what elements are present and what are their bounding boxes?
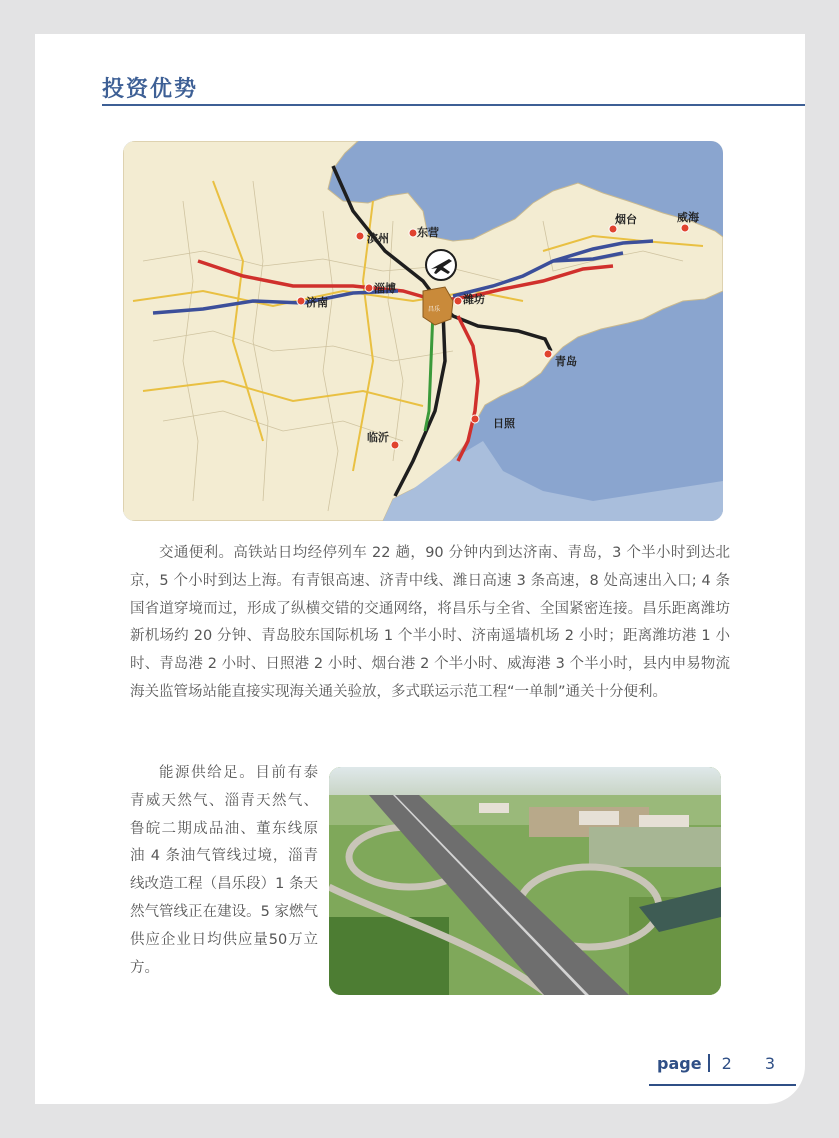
page-title: 投资优势 — [102, 77, 199, 102]
energy-paragraph: 能源供给足。目前有泰青威天然气、淄青天然气、鲁皖二期成品油、董东线原油 4 条油气管线过境，淄青线改造工程（昌乐段）1 条天然气管线正在建设。5 家燃气供应企业日均供应量50万立方。 — [130, 765, 318, 976]
highway-interchange-photo — [329, 767, 721, 995]
marker-weihai — [681, 224, 689, 232]
page-number — [657, 1054, 789, 1073]
label-weifang: 潍坊 — [463, 293, 485, 306]
document-page — [35, 34, 805, 1104]
marker-jinan — [297, 297, 305, 305]
title-underline — [102, 104, 805, 106]
marker-weifang — [454, 297, 462, 305]
marker-linyi — [391, 441, 399, 449]
label-qingdao: 青岛 — [555, 355, 577, 368]
label-binzhou: 滨州 — [367, 232, 389, 245]
marker-qingdao — [544, 350, 552, 358]
label-jinan: 济南 — [306, 296, 328, 309]
label-weihai: 威海 — [677, 211, 699, 224]
page-separator — [708, 1054, 710, 1072]
photo-graphic — [329, 767, 721, 995]
map-graphic — [123, 141, 723, 521]
marker-binzhou — [356, 232, 364, 240]
airport-icon — [426, 250, 456, 280]
marker-dongying — [409, 229, 417, 237]
page-number-underline — [649, 1084, 796, 1086]
label-yantai: 烟台 — [615, 213, 637, 226]
marker-zibo — [365, 284, 373, 292]
transport-paragraph: 交通便利。高铁站日均经停列车 22 趟，90 分钟内到达济南、青岛，3 个半小时到达北京，5 个小时到达上海。有青银高速、济青中线、潍日高速 3 条高速，8 处高速出入口; 4 条国省道穿境而过，形成了纵横交错的交通网络，将昌乐与全省、全国紧密连接。昌乐距离潍坊新机场约 20 分钟、青岛胶东国际机场 1 个半小时、济南遥墙机场 2 小时；距离潍坊港 1 小时、青岛港 2 小时、日照港 2 小时、烟台港 2 个半小时、威海港 3 个半小时，县内申易物流海关监管场站能直接实现海关通关验放，多式联运示范工程“一单制”通关十分便利。 — [130, 545, 730, 700]
label-changle: 昌乐 — [428, 306, 441, 313]
label-dongying: 东营 — [417, 226, 439, 239]
label-linyi: 临沂 — [367, 431, 389, 444]
label-zibo: 淄博 — [374, 282, 396, 295]
photo-sky — [329, 767, 721, 795]
marker-yantai — [609, 225, 617, 233]
marker-rizhao — [471, 415, 479, 423]
page-word: page — [657, 1054, 702, 1073]
page-digits: 2 3 — [721, 1054, 790, 1073]
label-rizhao: 日照 — [493, 417, 515, 430]
shandong-transport-map — [123, 141, 723, 521]
